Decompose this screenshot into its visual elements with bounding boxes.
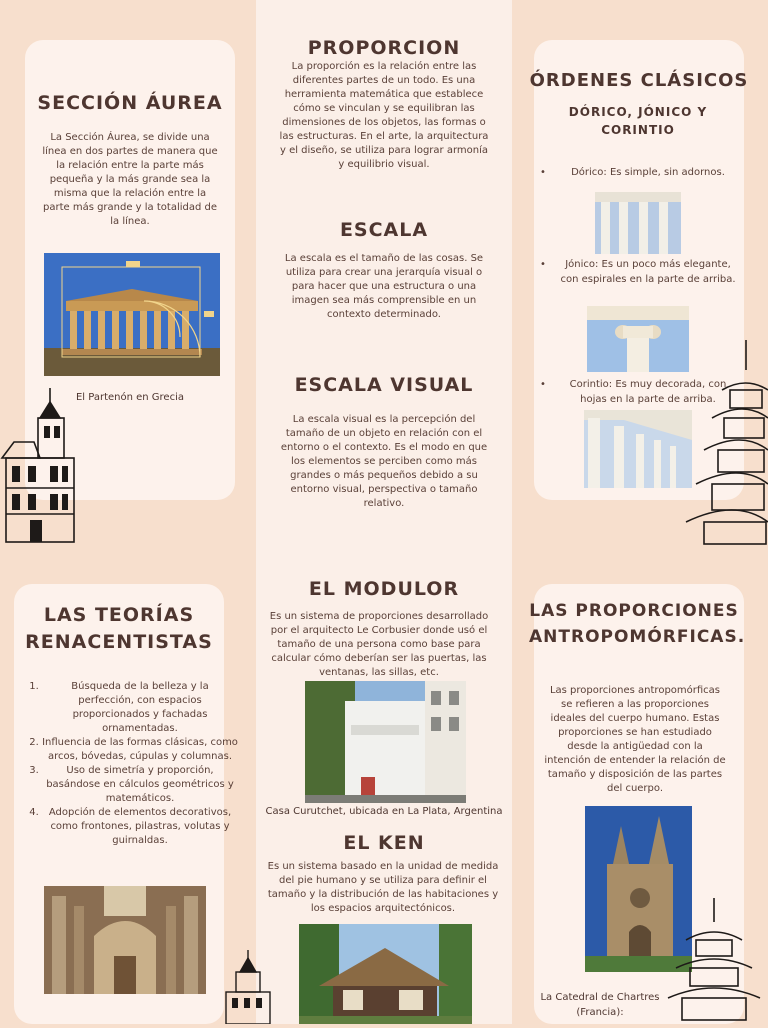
section-title-seccion-aurea: SECCIÓN ÁUREA xyxy=(37,92,223,114)
victorian-house-sketch-bottom xyxy=(222,950,274,1024)
ordenes-item-jonico: • Jónico: Es un poco más elegante, con espirales en la parte de arriba. xyxy=(540,257,740,287)
corinthian-column-image xyxy=(584,410,692,488)
section-title-ordenes: ÓRDENES CLÁSICOS xyxy=(529,70,749,91)
ken-text: Es un sistema basado en la unidad de medida del pie humano y se utiliza para definir el tamaño y la distribución de las habitaciones y los espacios arquitectónicos. xyxy=(267,861,499,914)
escala-visual-text: La escala visual es la percepción del tamaño de un objeto en relación con el entorno o el contexto. Es el modo en que los elementos se perciben como más grandes o más pequeños debido a su entorno visual, perspectiva o tamaño relativo. xyxy=(280,414,488,509)
ionic-column-image xyxy=(587,306,689,372)
pagoda-sketch-bottom xyxy=(662,898,768,1024)
escala-text: La escala es el tamaño de las cosas. Se utiliza para crear una jerarquía visual o para hacer que una estructura o una imagen sea más comprensible en un contexto determinado. xyxy=(284,253,484,320)
ordenes-item-text: Jónico: Es un poco más elegante, con espirales en la parte de arriba. xyxy=(560,259,736,285)
ordenes-item-corintio: • Corintio: Es muy decorada, con hojas en la parte de arriba. xyxy=(540,377,740,407)
pagoda-sketch-top xyxy=(682,340,768,546)
ordenes-subtitle: DÓRICO, JÓNICO Y CORINTIO xyxy=(568,105,708,137)
section-title-escala: ESCALA xyxy=(339,219,429,241)
teorias-item-text: Influencia de las formas clásicas, como arcos, bóvedas, cúpulas y columnas. xyxy=(42,737,238,762)
section-title-proporcion: PROPORCION xyxy=(307,37,461,59)
section-title-escala-visual: ESCALA VISUAL xyxy=(294,374,474,396)
teorias-item xyxy=(42,764,238,806)
casa-curutchet-caption: Casa Curutchet, ubicada en La Plata, Argentina xyxy=(265,806,503,817)
teorias-item xyxy=(42,806,238,848)
section-title-teorias: LAS TEORÍAS RENACENTISTAS xyxy=(25,604,213,653)
ordenes-item-dorico: • Dórico: Es simple, sin adornos. xyxy=(540,166,740,180)
chartres-caption: La Catedral de Chartres (Francia): xyxy=(540,992,660,1018)
japanese-house-image xyxy=(299,924,472,1024)
section-title-ken: EL KEN xyxy=(343,832,425,854)
teorias-list xyxy=(24,680,238,848)
victorian-house-sketch xyxy=(0,388,80,544)
teorias-item-text: Uso de simetría y proporción, basándose en cálculos geométricos y matemáticos. xyxy=(46,765,234,804)
renaissance-interior-image xyxy=(44,886,206,994)
teorias-item xyxy=(42,736,238,764)
antropo-text: Las proporciones antropomórficas se refieren a las proporciones ideales del cuerpo humano. Estas proporciones se han estudiado desde la antigüedad con la intención de entender la relación de tamaño y disposición de las partes del cuerpo. xyxy=(544,685,726,794)
ordenes-item-text: Dórico: Es simple, sin adornos. xyxy=(571,167,725,178)
teorias-item xyxy=(42,680,238,736)
doric-column-image xyxy=(595,192,681,254)
parthenon-image xyxy=(44,253,220,376)
section-title-antropo: LAS PROPORCIONES ANTROPOMÓRFICAS. xyxy=(529,601,746,647)
parthenon-caption: El Partenón en Grecia xyxy=(75,392,184,403)
teorias-item-text: Adopción de elementos decorativos, como frontones, pilastras, volutas y guirnaldas. xyxy=(48,807,232,846)
proporcion-text: La proporción es la relación entre las diferentes partes de un todo. Es una herramienta matemática que establece cómo se vinculan y se equilibran las dimensiones de los objetos, las formas o las estructuras. En el arte, la arquitectura y el diseño, se utiliza para lograr armonía y equilibrio visual. xyxy=(279,61,489,170)
section-title-modulor: EL MODULOR xyxy=(308,578,460,600)
ordenes-item-text: Corintio: Es muy decorada, con hojas en la parte de arriba. xyxy=(569,379,727,405)
modulor-text: Es un sistema de proporciones desarrollado por el arquitecto Le Corbusier donde usó el tamaño de una persona como base para calcular cómo deberían ser las puertas, las ventanas, las sillas, etc. xyxy=(269,611,489,678)
seccion-aurea-text: La Sección Áurea, se divide una línea en dos partes de manera que la relación entre la parte más pequeña y la más grande sea la misma que la relación entre la parte más grande y la totalidad de la línea. xyxy=(42,132,218,227)
casa-curutchet-image xyxy=(305,681,466,803)
teorias-item-text: Búsqueda de la belleza y la perfección, con espacios proporcionados y fachadas ornamentadas. xyxy=(71,681,209,734)
